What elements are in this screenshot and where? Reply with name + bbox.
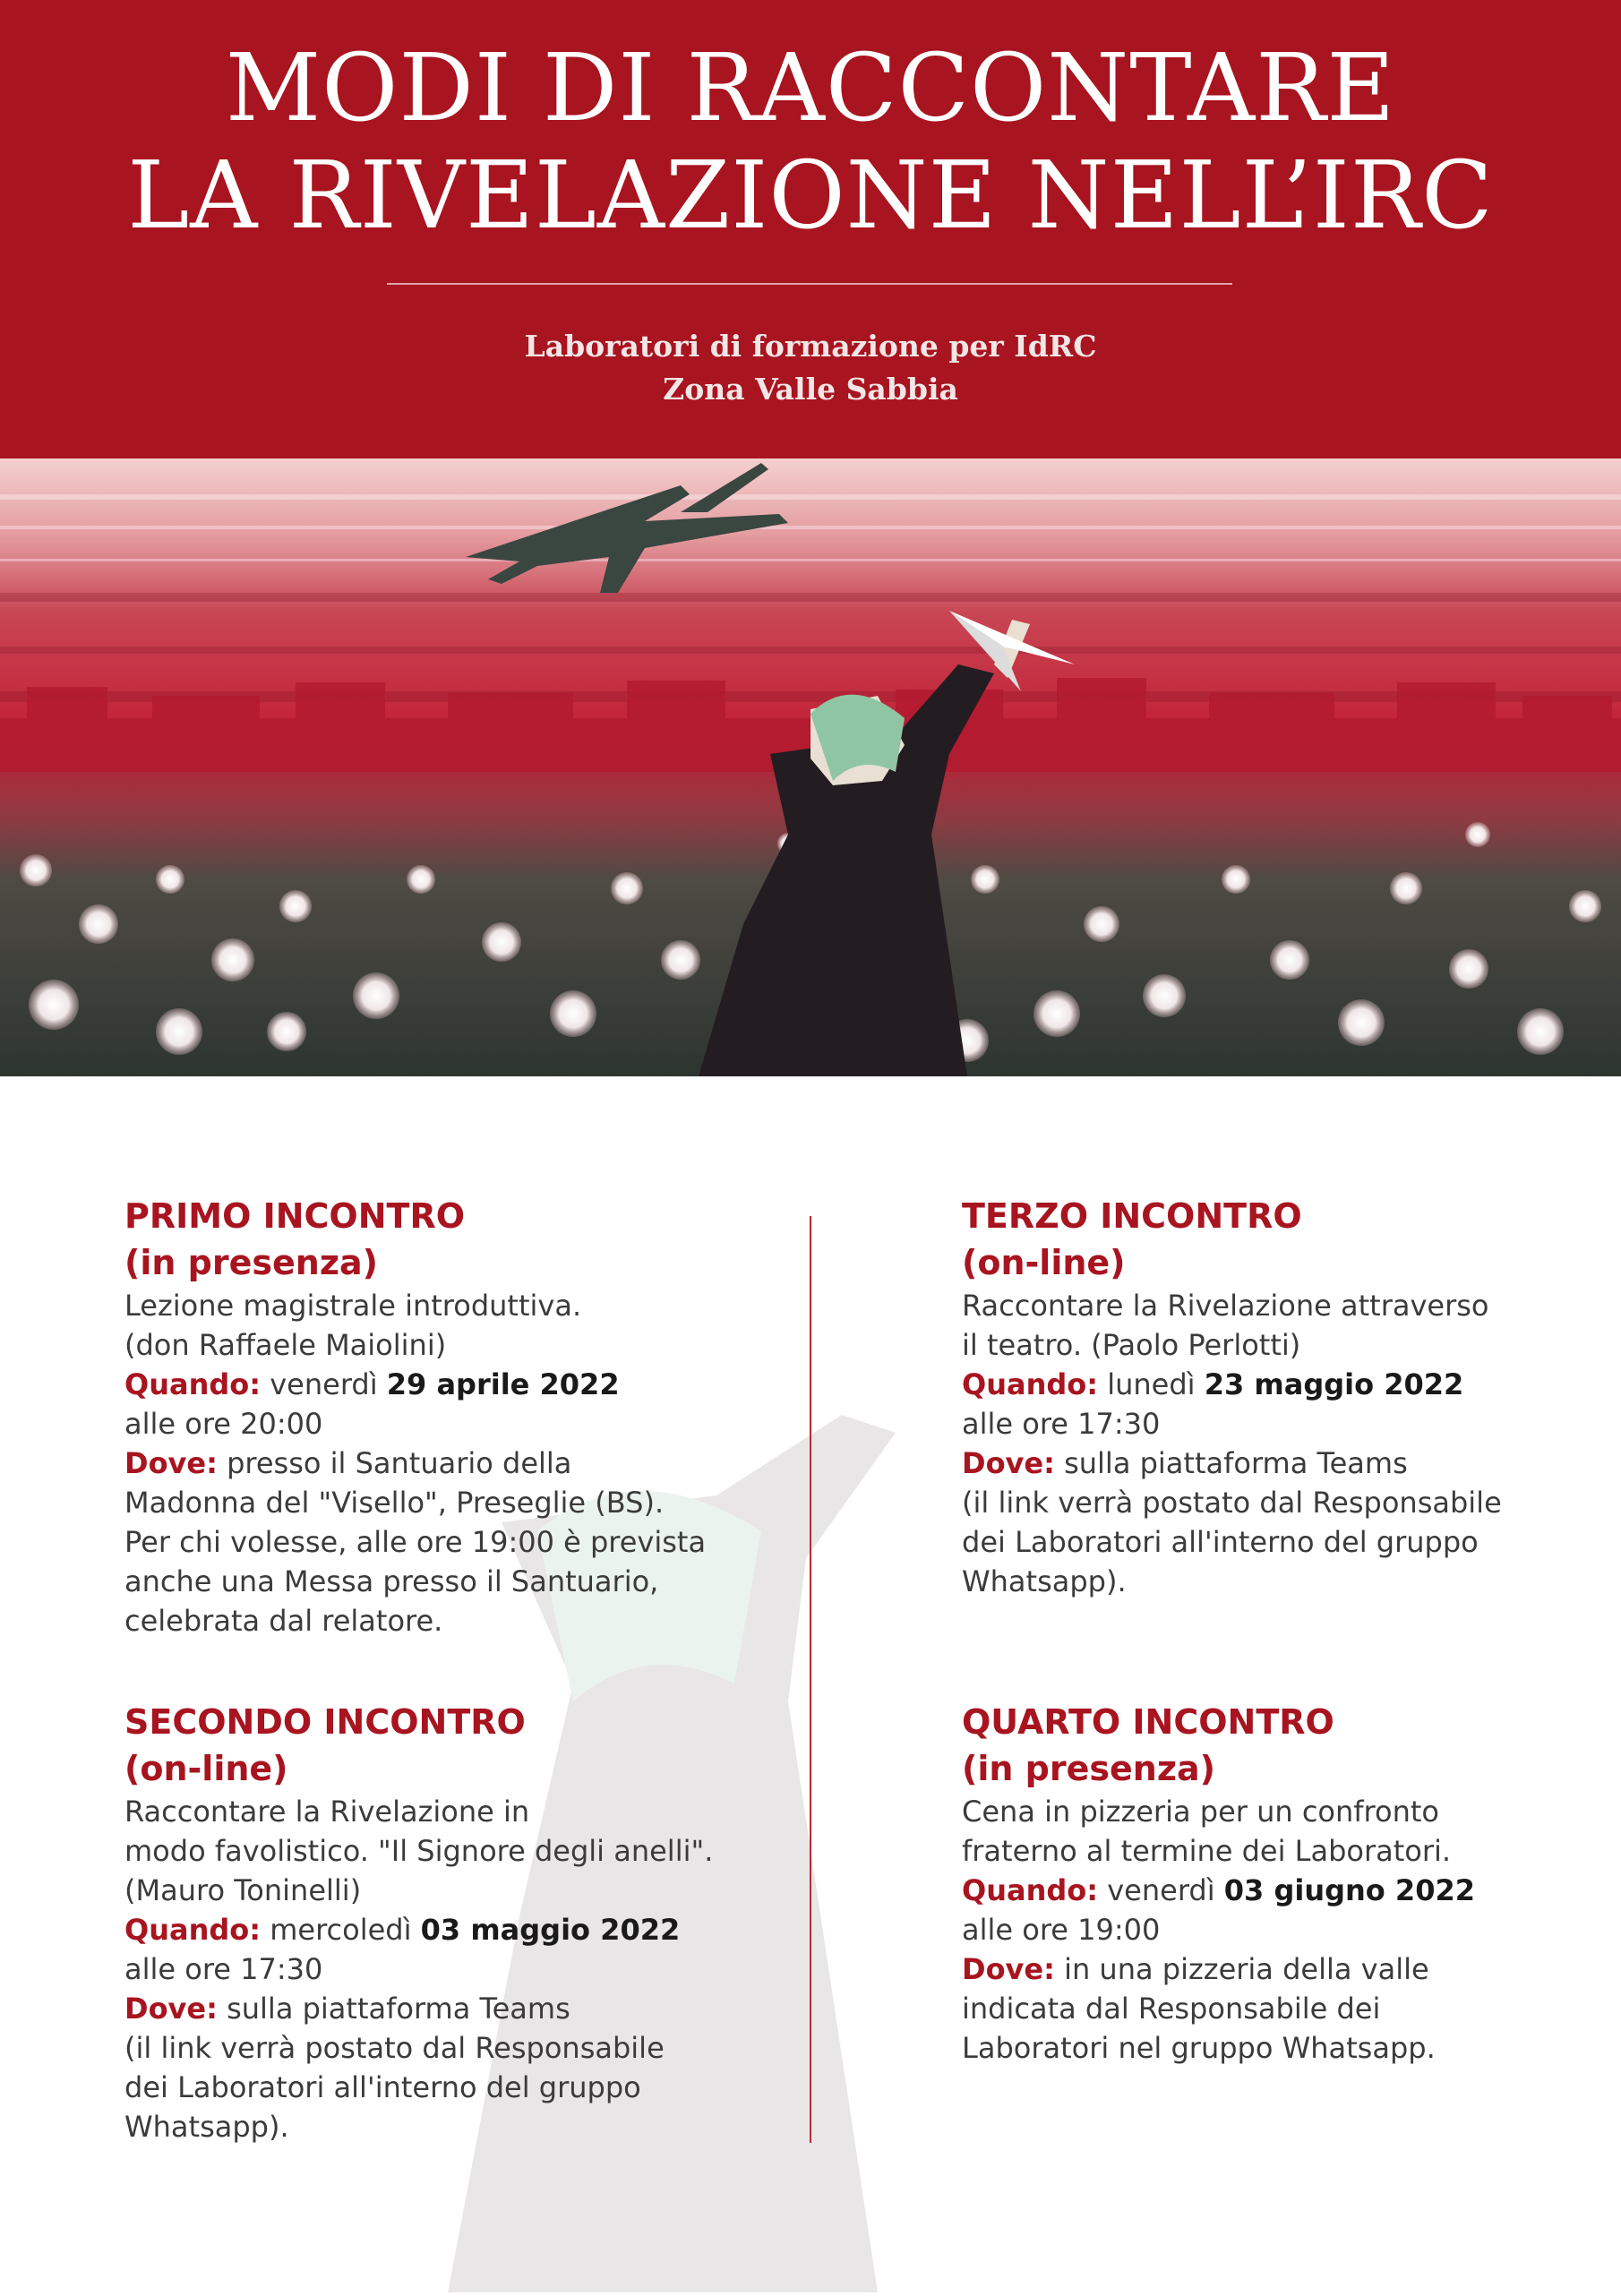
where-text: in una pizzeria della valle: [1064, 1952, 1429, 1986]
event-mode: (on-line): [962, 1243, 1126, 1282]
event-where: [962, 1949, 1475, 1989]
event-where-line: dei Laboratori all'interno del gruppo: [962, 1525, 1479, 1559]
header-divider: [387, 283, 1232, 285]
painting-image: [0, 458, 1621, 1076]
when-label: Quando:: [962, 1873, 1099, 1907]
event-where-line: Whatsapp).: [962, 1564, 1127, 1598]
event-where: [124, 1989, 713, 2028]
when-date: 03 maggio 2022: [420, 1913, 681, 1947]
where-label: Dove:: [124, 1446, 218, 1480]
event-title: TERZO INCONTRO: [962, 1196, 1302, 1236]
event-where-line: (il link verrà postato dal Responsabile: [124, 2031, 665, 2065]
event-desc-line: fraterno al termine dei Laboratori.: [962, 1834, 1452, 1868]
event-where-line: dei Laboratori all'interno del gruppo: [124, 2070, 641, 2104]
where-label: Dove:: [962, 1952, 1055, 1986]
when-label: Quando:: [124, 1913, 262, 1947]
when-label: Quando:: [124, 1367, 262, 1401]
event-where-line: (il link verrà postato dal Responsabile: [962, 1486, 1502, 1520]
event-mode: (in presenza): [962, 1749, 1215, 1788]
event-when: [124, 1365, 706, 1404]
when-date: 03 giugno 2022: [1223, 1873, 1475, 1907]
title-line-2: LA RIVELAZIONE NELL’IRC: [127, 141, 1494, 250]
where-label: Dove:: [962, 1446, 1055, 1480]
event-desc-line: Cena in pizzeria per un confronto: [962, 1795, 1439, 1829]
when-day: venerdì: [1107, 1873, 1215, 1907]
event-secondo-incontro: [124, 1699, 713, 2146]
event-where-line: Whatsapp).: [124, 2110, 289, 2144]
event-where-line: anche una Messa presso il Santuario,: [124, 1564, 659, 1598]
event-time: alle ore 17:30: [962, 1407, 1161, 1441]
subtitle-line-1: Laboratori di formazione per IdRC: [524, 329, 1097, 364]
event-primo-incontro: [124, 1193, 706, 1641]
where-text: sulla piattaforma Teams: [1064, 1446, 1408, 1480]
event-time: alle ore 17:30: [124, 1952, 323, 1986]
when-day: mercoledì: [270, 1913, 412, 1947]
event-mode: (on-line): [124, 1749, 288, 1788]
event-desc-line: Lezione magistrale introduttiva.: [124, 1289, 582, 1323]
event-terzo-incontro: [962, 1193, 1502, 1601]
where-label: Dove:: [124, 1992, 218, 2026]
header-band: [0, 0, 1621, 458]
event-when: [124, 1910, 713, 1949]
subtitle-line-2: Zona Valle Sabbia: [663, 372, 958, 407]
when-label: Quando:: [962, 1367, 1099, 1401]
painting-svg: [0, 458, 1621, 1076]
where-text: sulla piattaforma Teams: [227, 1992, 570, 2026]
event-desc-line: Raccontare la Rivelazione attraverso: [962, 1289, 1489, 1323]
event-desc-line: (don Raffaele Maiolini): [124, 1328, 447, 1362]
event-when: [962, 1871, 1475, 1910]
event-where-line: Per chi volesse, alle ore 19:00 è prevista: [124, 1525, 707, 1559]
column-separator: [810, 1216, 811, 2143]
event-desc-line: modo favolistico. "Il Signore degli anelli".: [124, 1834, 714, 1868]
event-title: SECONDO INCONTRO: [124, 1702, 526, 1742]
when-date: 29 aprile 2022: [386, 1367, 620, 1401]
event-mode: (in presenza): [124, 1243, 378, 1282]
event-time: alle ore 19:00: [962, 1913, 1161, 1947]
event-where-line: Laboratori nel gruppo Whatsapp.: [962, 2031, 1436, 2065]
event-title: QUARTO INCONTRO: [962, 1702, 1334, 1742]
when-day: lunedì: [1107, 1367, 1196, 1401]
title-line-1: MODI DI RACCONTARE: [225, 33, 1396, 142]
when-date: 23 maggio 2022: [1204, 1367, 1464, 1401]
event-where-line: indicata dal Responsabile dei: [962, 1992, 1381, 2026]
where-text: presso il Santuario della: [227, 1446, 572, 1480]
event-where-line: celebrata dal relatore.: [124, 1604, 443, 1638]
event-when: [962, 1365, 1502, 1404]
event-quarto-incontro: [962, 1699, 1475, 2068]
event-where: [124, 1444, 706, 1483]
event-desc-line: Raccontare la Rivelazione in: [124, 1795, 530, 1829]
event-time: alle ore 20:00: [124, 1407, 323, 1441]
event-desc-line: il teatro. (Paolo Perlotti): [962, 1328, 1301, 1362]
event-where: [962, 1444, 1502, 1483]
event-desc-line: (Mauro Toninelli): [124, 1873, 362, 1907]
event-where-line: Madonna del "Visello", Preseglie (BS).: [124, 1486, 665, 1520]
when-day: venerdì: [270, 1367, 378, 1401]
event-title: PRIMO INCONTRO: [124, 1196, 466, 1236]
